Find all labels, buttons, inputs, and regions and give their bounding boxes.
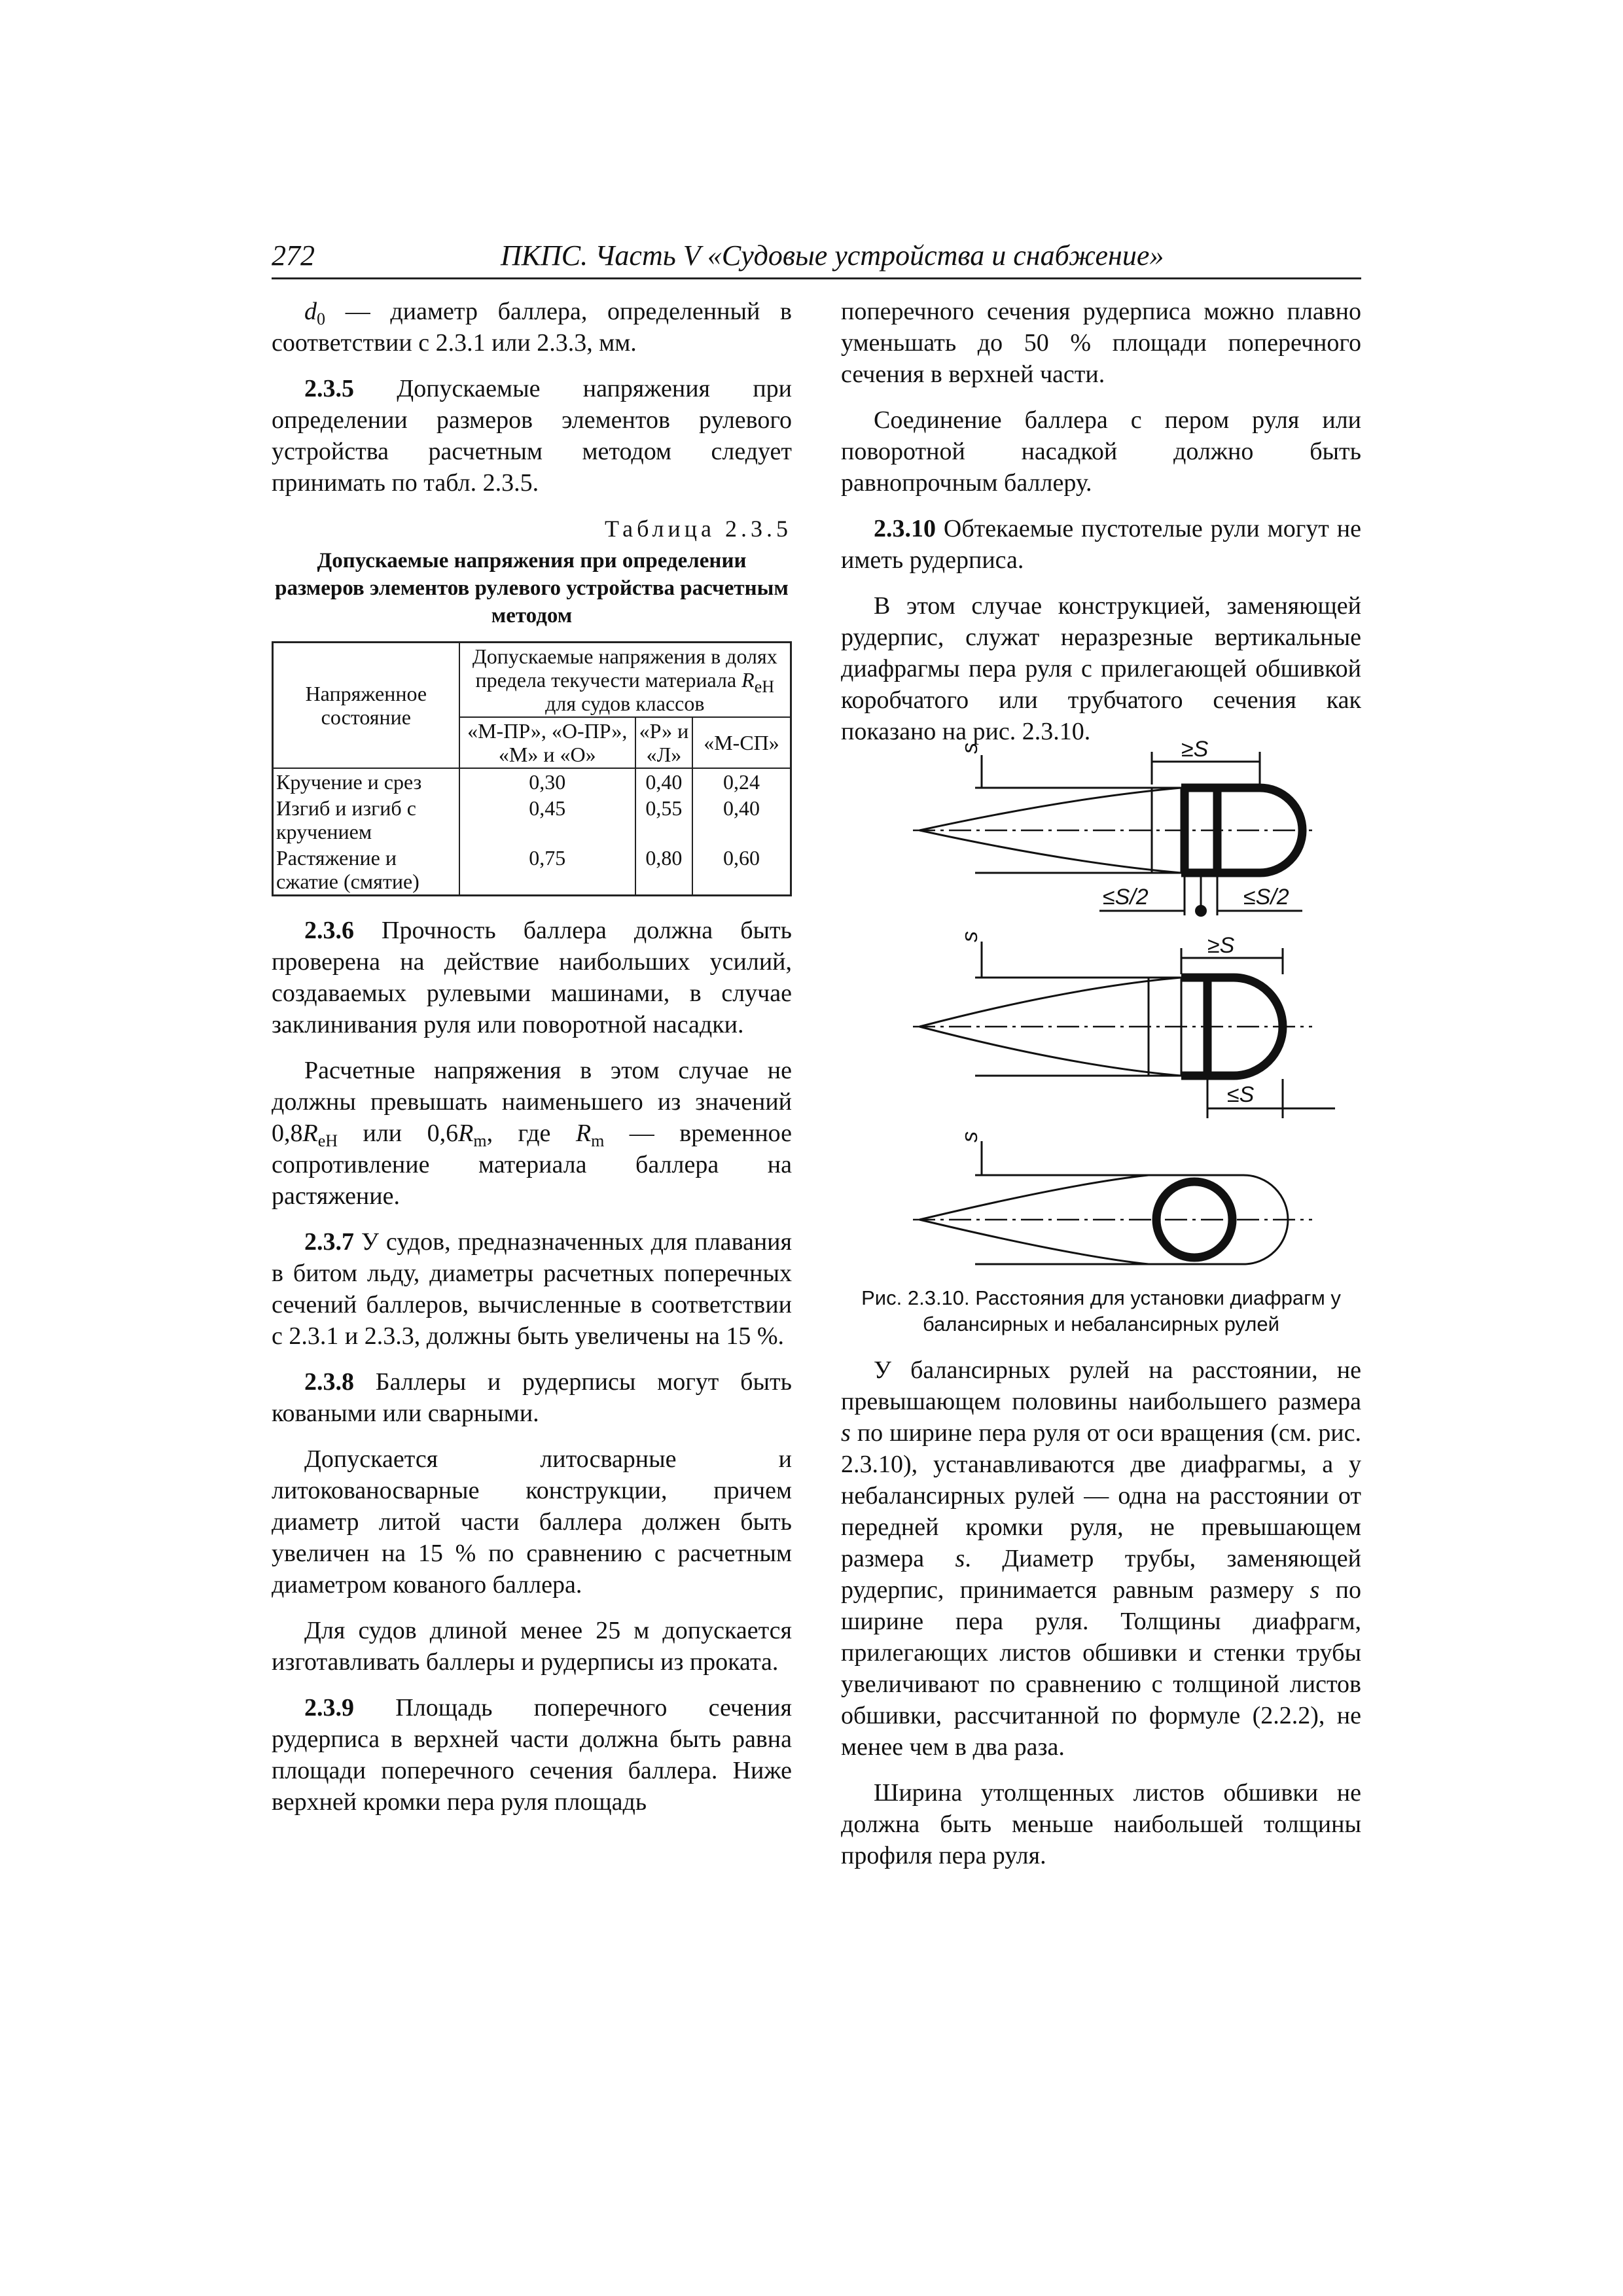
label-ge-s: ≥S (1181, 737, 1209, 762)
section-number: 2.3.7 (304, 1228, 354, 1256)
table-title: Допускаемые напряжения при определении размеров элементов рулевого устройства расчетным методом (275, 549, 789, 627)
table-number: Таблица 2.3.5 (605, 516, 792, 542)
left-column (272, 296, 792, 1832)
label-s: s (957, 743, 982, 754)
section-number: 2.3.6 (304, 917, 354, 944)
paragraph-2-3-9-joint: Соединение баллера с пером руля или поворотной насадкой должно быть равнопрочным баллеру. (841, 406, 1361, 497)
table-row: Изгиб и изгиб с кручением 0,45 0,55 0,40 (273, 795, 791, 845)
section-number: 2.3.5 (304, 375, 354, 402)
rotation-axis-dot (1195, 905, 1207, 917)
table-row: Кручение и срез 0,30 0,40 0,24 (273, 768, 791, 795)
paragraph-2-3-10-diaphragms: В этом случае конструкцией, заменяющей рудерпис, служат неразрезные вертикальные диафрагмы пера руля с прилегающей обшивкой коробчатого или трубчатого сечения как показано на рис. 2.3.10. (841, 592, 1361, 745)
paragraph-2-3-8-cast: Допускается литосварные и литокованосварные конструкции, причем диаметр литой части баллера должен быть увеличен на 15 % по сравнению с расчетным диаметром кованого баллера. (272, 1445, 792, 1598)
label-s-3: s (957, 1131, 982, 1142)
paragraph-balanced-rudders: У балансирных рулей на расстоянии, не превышающем половины наибольшего размера s по ширине пера руля от оси вращения (см. рис. 2.3.10), устанавливаются две диафрагмы, а у небалансирных рулей — одна на расстоянии от передней кромки руля, не превышающем размера s. Диаметр трубы, заменяющей рудерпис, принимается равным размеру s по ширине пера руля. Толщины диафрагм, прилегающих листов обшивки и стенки трубы увеличивают по сравнению с толщиной листов обшивки, рассчитанной по формуле (2.2.2), не менее чем в два раза. (841, 1356, 1361, 1761)
paragraph-2-3-8-rolled: Для судов длиной менее 25 м допускается изготавливать баллеры и рудерписы из проката. (272, 1617, 792, 1676)
rudder-sections-drawing (841, 737, 1361, 1279)
table-header-class-2: «Р» и «Л» (635, 717, 692, 768)
section-number: 2.3.9 (304, 1694, 354, 1722)
section-number: 2.3.10 (874, 515, 936, 542)
paragraph-2-3-5: 2.3.5 Допускаемые напряжения при определении размеров элементов рулевого устройства расчетным методом следует принимать по табл. 2.3.5. (272, 375, 792, 497)
allowable-stress-table (272, 641, 792, 896)
paragraph-2-3-7: 2.3.7 У судов, предназначенных для плавания в битом льду, диаметры расчетных поперечных сечений баллеров, вычисленные в соответствии с 2.3.1 и 2.3.3, должны быть увеличены на 15 %. (272, 1228, 792, 1350)
right-column (841, 296, 1361, 1886)
table-header-class-3: «М-СП» (692, 717, 791, 768)
label-le-s: ≤S (1227, 1082, 1255, 1107)
paragraph-d0: $d_0$ — диаметр баллера, определенный в соответствии с 2.3.1 или 2.3.3, мм. (272, 298, 792, 357)
table-header-state: Напряженное состояние (273, 643, 459, 769)
paragraph-2-3-6: 2.3.6 Прочность баллера должна быть проверена на действие наибольших усилий, создаваемых рулевыми машинами, в случае заклинивания руля или поворотной насадки. (272, 917, 792, 1038)
paragraph-2-3-9-cont: поперечного сечения рудерписа можно плавно уменьшать до 50 % площади поперечного сечения в верхней части. (841, 298, 1361, 388)
paragraph-2-3-9: 2.3.9 Площадь поперечного сечения рудерписа в верхней части должна быть равна площади поперечного сечения баллера. Ниже верхней кромки пера руля площадь (272, 1694, 792, 1816)
label-le-s2-left: ≤S/2 (1103, 885, 1149, 910)
running-header (272, 237, 1361, 279)
page-number: 272 (272, 239, 315, 272)
figure-2-3-10 (841, 737, 1361, 1279)
table-header-allowable: Допускаемые напряжения в долях предела текучести материала $R_{eH}$ для судов классов (459, 643, 791, 718)
running-title: ПКПС. Часть V «Судовые устройства и снабжение» (501, 239, 1164, 272)
section-balanced (913, 737, 1312, 917)
paragraph-plate-width: Ширина утолщенных листов обшивки не должна быть меньше наибольшей толщины профиля пера руля. (841, 1779, 1361, 1869)
section-unbalanced (913, 931, 1335, 1118)
label-ge-s-2: ≥S (1207, 933, 1235, 958)
table-header-class-1: «М-ПР», «О-ПР», «М» и «О» (459, 717, 635, 768)
paragraph-2-3-8: 2.3.8 Баллеры и рудерписы могут быть коваными или сварными. (272, 1368, 792, 1427)
figure-caption: Рис. 2.3.10. Расстояния для установки диафрагм у балансирных и небалансирных рулей (861, 1286, 1341, 1335)
label-le-s2-right: ≤S/2 (1243, 885, 1289, 910)
section-tubular (913, 1131, 1312, 1264)
paragraph-2-3-10: 2.3.10 Обтекаемые пустотелые рули могут не иметь рудерписа. (841, 515, 1361, 574)
paragraph-2-3-6-stresses: Расчетные напряжения в этом случае не должны превышать наименьшего из значений $0,8R_{eH}$ или $0,6R_m$, где $R_m$ — временное сопротивление материала баллера на растяжение. (272, 1057, 792, 1210)
table-row: Растяжение и сжатие (смятие) 0,75 0,80 0,60 (273, 845, 791, 896)
label-s-2: s (957, 931, 982, 942)
section-number: 2.3.8 (304, 1368, 354, 1396)
